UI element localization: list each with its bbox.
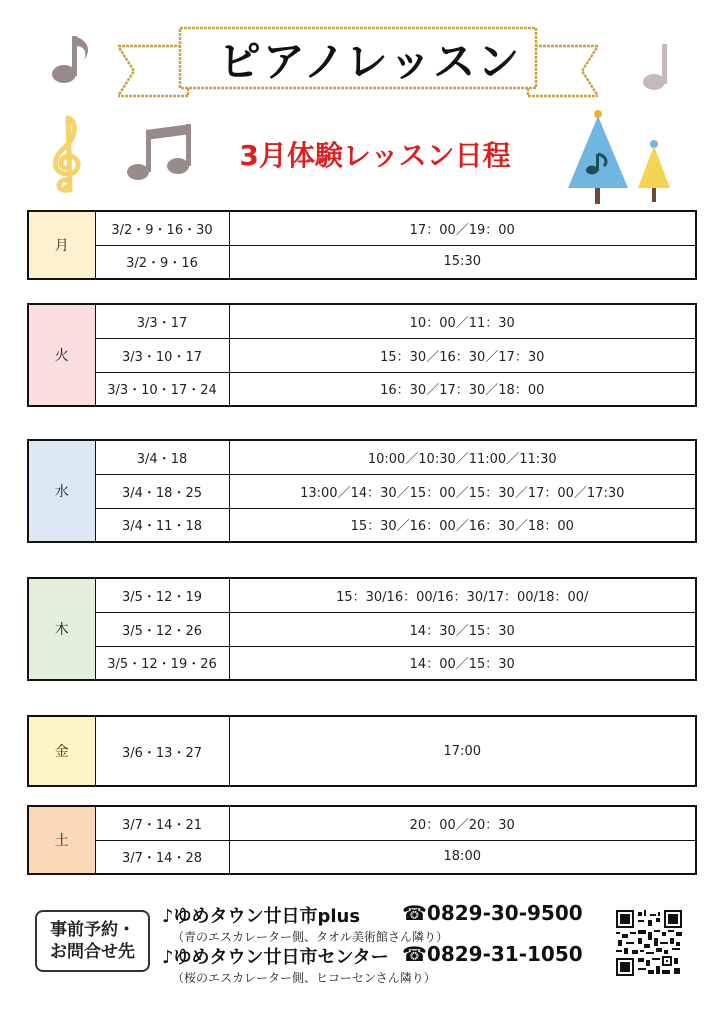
- table-row: [28, 508, 696, 542]
- store2-phone[interactable]: ☎0829-31-1050: [402, 942, 583, 966]
- dates-cell: 3/4・11・18: [95, 508, 229, 542]
- store2-name: ♪ゆめタウン廿日市センター: [162, 947, 389, 968]
- schedule-monday: [27, 210, 697, 280]
- contact-box: [35, 910, 150, 972]
- times-cell: 14：00／15：30: [229, 646, 696, 680]
- table-row: [28, 716, 696, 786]
- day-label: 月: [28, 211, 95, 279]
- store1-name: ♪ゆめタウン廿日市plus: [162, 906, 361, 927]
- times-cell: 15:30: [229, 245, 696, 279]
- schedule-thursday: [27, 577, 697, 681]
- dates-cell: 3/5・12・26: [95, 612, 229, 646]
- schedule-saturday: [27, 805, 697, 875]
- times-cell: 15：30/16：00/16：30/17：00/18：00/: [229, 578, 696, 612]
- beamed-notes-icon: [124, 120, 196, 186]
- dates-cell: 3/4・18: [95, 440, 229, 474]
- dates-cell: 3/7・14・28: [95, 840, 229, 874]
- dates-cell: 3/3・10・17・24: [95, 372, 229, 406]
- times-cell: 17:00: [229, 716, 696, 786]
- table-row: [28, 440, 696, 474]
- eighth-note-icon: [48, 30, 98, 90]
- times-cell: 10：00／11：30: [229, 304, 696, 338]
- table-row: [28, 211, 696, 245]
- dates-cell: 3/7・14・21: [95, 806, 229, 840]
- table-row: [28, 806, 696, 840]
- table-row: [28, 372, 696, 406]
- times-cell: 13:00／14：30／15：00／15：30／17：00／17:30: [229, 474, 696, 508]
- table-row: [28, 474, 696, 508]
- day-label: 土: [28, 806, 95, 874]
- table-row: [28, 612, 696, 646]
- qr-code-icon[interactable]: [616, 910, 682, 976]
- dates-cell: 3/4・18・25: [95, 474, 229, 508]
- times-cell: 16：30／17：30／18：00: [229, 372, 696, 406]
- schedule-friday: [27, 715, 697, 787]
- table-row: [28, 840, 696, 874]
- contact-label-line2: お問合せ先: [50, 942, 135, 962]
- times-cell: 15：30／16：00／16：30／18：00: [229, 508, 696, 542]
- table-row: [28, 578, 696, 612]
- treble-clef-icon: [44, 112, 90, 196]
- day-label: 木: [28, 578, 95, 680]
- dates-cell: 3/5・12・19: [95, 578, 229, 612]
- contact-label-line1: 事前予約・: [50, 919, 135, 940]
- dates-cell: 3/2・9・16・30: [95, 211, 229, 245]
- day-label: 金: [28, 716, 95, 786]
- table-row: [28, 338, 696, 372]
- schedule-tuesday: [27, 303, 697, 407]
- day-label: 火: [28, 304, 95, 406]
- schedule-wednesday: [27, 439, 697, 543]
- times-cell: 18:00: [229, 840, 696, 874]
- day-label: 水: [28, 440, 95, 542]
- dates-cell: 3/3・17: [95, 304, 229, 338]
- tree-decoration-icon: [562, 108, 682, 208]
- table-row: [28, 646, 696, 680]
- dates-cell: 3/6・13・27: [95, 716, 229, 786]
- times-cell: 20：00／20：30: [229, 806, 696, 840]
- table-row: [28, 304, 696, 338]
- times-cell: 15：30／16：30／17：30: [229, 338, 696, 372]
- page-subtitle: 3月体験レッスン日程: [239, 139, 511, 172]
- page-title: ピアノレッスン: [218, 37, 522, 86]
- times-cell: 14：30／15：30: [229, 612, 696, 646]
- table-row: [28, 245, 696, 279]
- times-cell: 17：00／19：00: [229, 211, 696, 245]
- dates-cell: 3/2・9・16: [95, 245, 229, 279]
- quarter-note-icon: [640, 40, 684, 96]
- dates-cell: 3/5・12・19・26: [95, 646, 229, 680]
- times-cell: 10:00／10:30／11:00／11:30: [229, 440, 696, 474]
- store2-location: （桜のエスカレーター側、ヒコーセンさん隣り）: [172, 971, 436, 985]
- store1-phone[interactable]: ☎0829-30-9500: [402, 901, 583, 925]
- dates-cell: 3/3・10・17: [95, 338, 229, 372]
- store1-location: （青のエスカレーター側、タオル美術館さん隣り）: [172, 930, 449, 944]
